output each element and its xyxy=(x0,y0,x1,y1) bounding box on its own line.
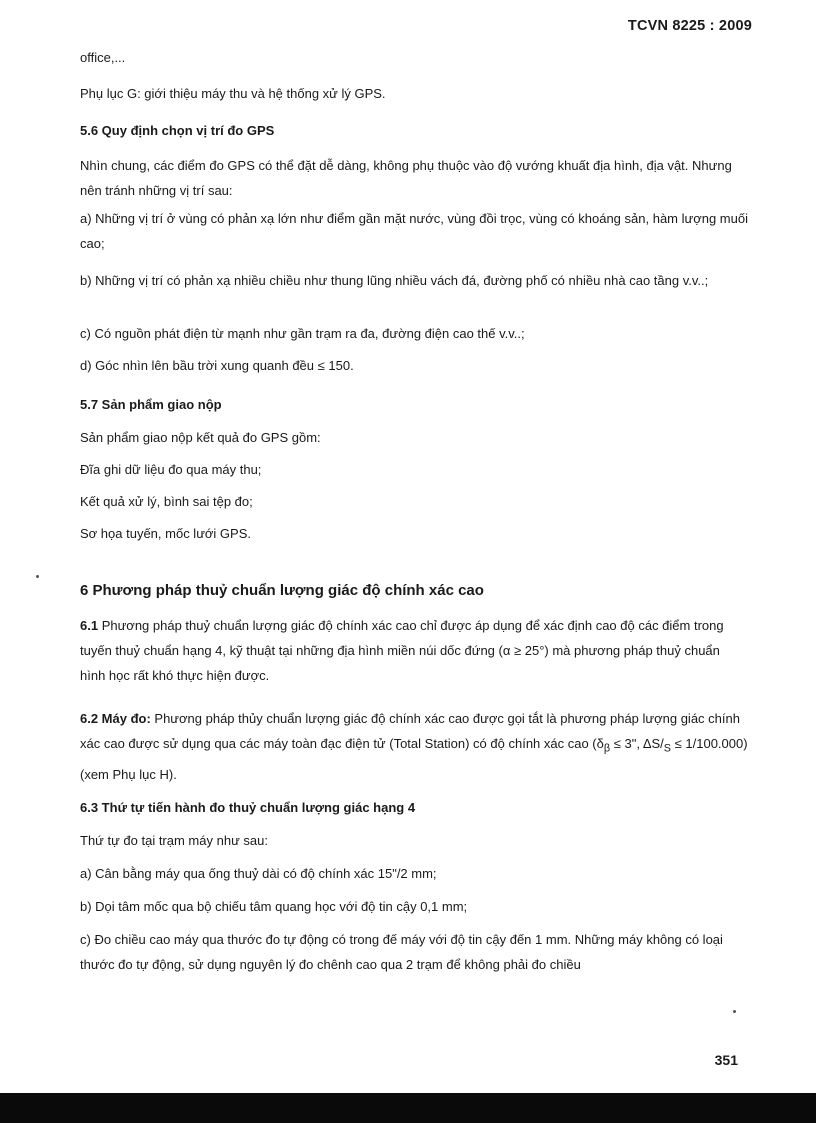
list-item-5-6-b xyxy=(80,268,748,293)
subscript-s: S xyxy=(663,742,672,755)
subscript-beta: β xyxy=(603,742,611,755)
list-item-5-7-1 xyxy=(80,457,748,482)
list-item-5-7-2 xyxy=(80,489,748,514)
list-item: a) Những vị trí ở vùng có phản xạ lớn như điểm gần mặt nước, vùng đồi trọc, vùng có khoáng sản, hàm lượng muối cao; xyxy=(80,211,748,251)
heading-5-6: 5.6 Quy định chọn vị trí đo GPS xyxy=(80,123,275,138)
paragraph-text: Nhìn chung, các điểm đo GPS có thể đặt dễ dàng, không phụ thuộc vào độ vướng khuất địa hình, địa vật. Nhưng nên tránh những vị trí sau: xyxy=(80,158,732,198)
continuation-office xyxy=(80,45,748,70)
list-item-5-6-c xyxy=(80,321,748,346)
list-item-6-3-a xyxy=(80,861,748,886)
heading-6-3: 6.3 Thứ tự tiến hành đo thuỷ chuẩn lượng giác hạng 4 xyxy=(80,800,416,815)
clause-number: 6.2 Máy đo: xyxy=(80,711,151,726)
list-item-5-6-a xyxy=(80,206,748,256)
continuation-line: office,... xyxy=(80,50,126,65)
heading-5-7: 5.7 Sản phẩm giao nộp xyxy=(80,397,222,412)
clause-number: 6.1 xyxy=(80,618,99,633)
heading-6: 6 Phương pháp thuỷ chuẩn lượng giác độ chính xác cao xyxy=(80,582,484,599)
paragraph-text: Sản phẩm giao nộp kết quả đo GPS gồm: xyxy=(80,430,321,445)
list-item: Sơ họa tuyến, mốc lưới GPS. xyxy=(80,526,251,541)
paragraph-text xyxy=(80,706,748,787)
list-item: c) Có nguồn phát điện từ mạnh như gần trạm ra đa, đường điện cao thế v.v..; xyxy=(80,326,525,341)
paragraph-6-1 xyxy=(80,613,748,688)
paragraph-6-2 xyxy=(80,706,748,787)
page-number: 351 xyxy=(714,1052,738,1068)
scan-bottom-edge xyxy=(0,1093,816,1123)
paragraph-6-3-intro xyxy=(80,828,748,853)
list-item-6-3-b xyxy=(80,894,748,919)
continuation-line: Phụ lục G: giới thiệu máy thu và hệ thống xử lý GPS. xyxy=(80,86,386,101)
paragraph-text: Thứ tự đo tại trạm máy như sau: xyxy=(80,833,268,848)
paragraph-5-7-intro xyxy=(80,425,748,450)
list-item: d) Góc nhìn lên bầu trời xung quanh đều ≤ 150. xyxy=(80,358,354,373)
clause-text: ≤ 1/100.000) (xem Phụ lục H). xyxy=(80,736,748,782)
list-item-6-3-c xyxy=(80,927,748,977)
scan-speck xyxy=(36,575,39,578)
list-item: b) Dọi tâm mốc qua bộ chiếu tâm quang học với độ tin cậy 0,1 mm; xyxy=(80,899,468,914)
list-item: c) Đo chiều cao máy qua thước đo tự động có trong đế máy với độ tin cậy đến 1 mm. Những máy không có loại thước đo tự động, sử dụng nguyên lý đo chênh cao qua 2 trạm để không phải đo chiều xyxy=(80,932,723,972)
list-item: a) Cân bằng máy qua ống thuỷ dài có độ chính xác 15"/2 mm; xyxy=(80,866,437,881)
clause-text: ≤ 3", ΔS/ xyxy=(610,736,664,751)
list-item-5-6-d xyxy=(80,353,748,378)
standard-code: TCVN 8225 : 2009 xyxy=(627,18,752,34)
paragraph-5-6-intro xyxy=(80,153,748,203)
list-item-5-7-3 xyxy=(80,521,748,546)
list-item: Kết quả xử lý, bình sai tệp đo; xyxy=(80,494,253,509)
list-item: b) Những vị trí có phản xạ nhiều chiều như thung lũng nhiều vách đá, đường phố có nhiều nhà cao tầng v.v..; xyxy=(80,273,709,288)
clause-text: Phương pháp thuỷ chuẩn lượng giác độ chính xác cao chỉ được áp dụng để xác định cao độ các điểm trong tuyến thuỷ chuẩn hạng 4, kỹ thuật tại những địa hình miền núi dốc đứng (α ≥ 25°) mà phương pháp thuỷ chuẩn hình học rất khó thực hiện được. xyxy=(80,618,724,683)
clause-text: Phương pháp thủy chuẩn lượng giác độ chính xác cao được gọi tắt là phương pháp lượng giác chính xác cao được sử dụng qua các máy toàn đạc điện tử (Total Station) có độ chính xác cao (δ xyxy=(80,711,740,751)
continuation-appendix-g xyxy=(80,81,748,106)
list-item: Đĩa ghi dữ liệu đo qua máy thu; xyxy=(80,462,262,477)
paragraph-text xyxy=(80,613,748,688)
scan-speck xyxy=(733,1010,736,1013)
